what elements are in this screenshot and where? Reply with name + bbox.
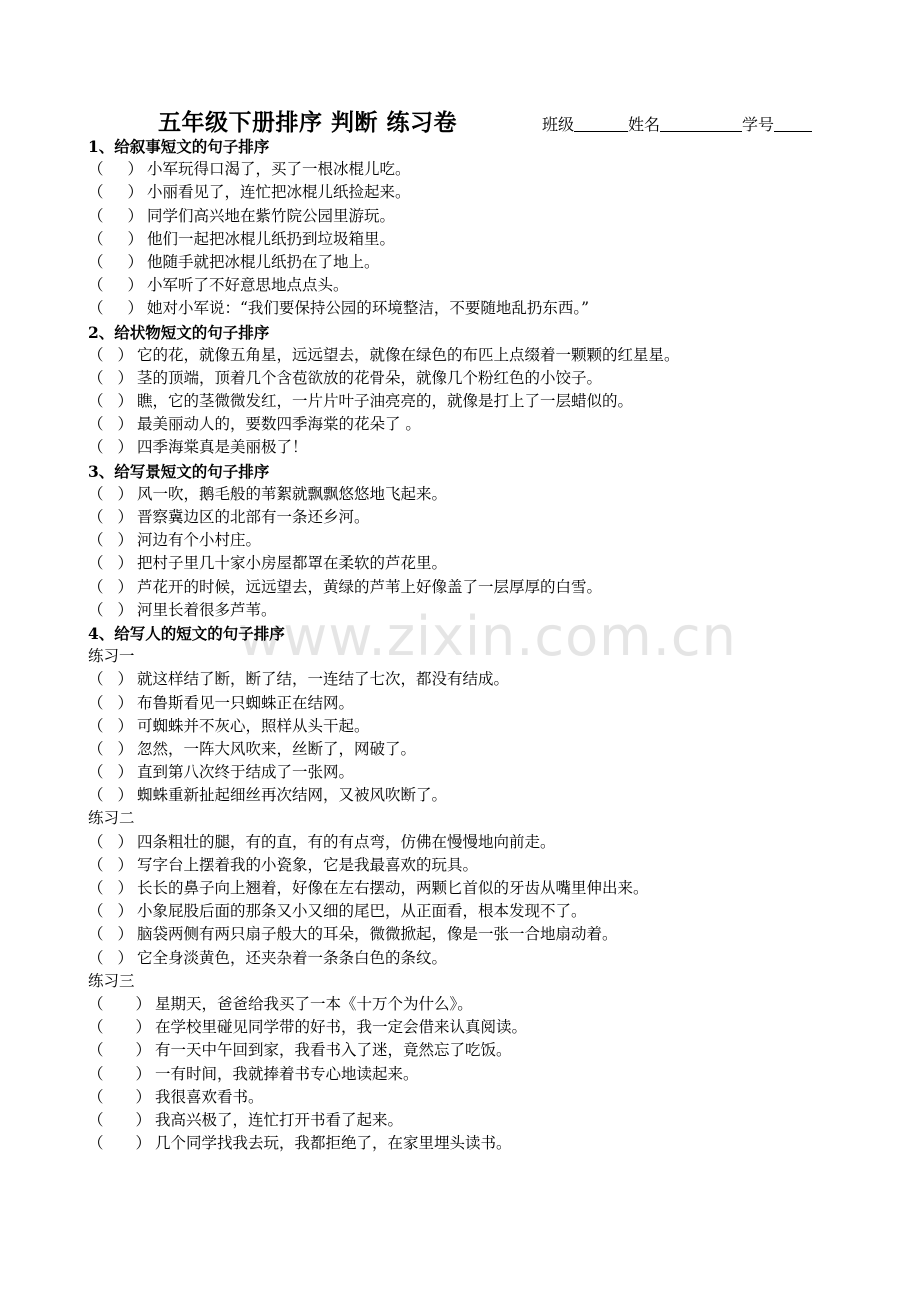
paren-close: ）	[117, 531, 133, 550]
answer-parenthesis	[88, 877, 133, 900]
paren-close: ）	[117, 438, 133, 457]
list-item	[88, 413, 878, 436]
paren-close: ）	[117, 554, 133, 573]
answer-parenthesis	[88, 436, 133, 459]
worksheet-body	[88, 135, 878, 1155]
sentence-text: 可蜘蛛并不灰心，照样从头干起。	[137, 716, 370, 735]
paren-close: ）	[117, 577, 133, 596]
answer-parenthesis	[88, 1132, 151, 1155]
paren-open: （	[88, 392, 104, 411]
paren-close: ）	[117, 484, 133, 503]
section-heading: 2、给状物短文的句子排序	[88, 322, 270, 342]
sentence-text: 最美丽动人的，要数四季海棠的花朵了 。	[137, 415, 421, 434]
paren-open: （	[88, 739, 104, 758]
answer-parenthesis	[88, 576, 133, 599]
paren-close: ）	[135, 1018, 151, 1037]
paren-close: ）	[117, 600, 133, 619]
paren-open: （	[88, 832, 104, 851]
list-item	[88, 877, 878, 900]
answer-parenthesis	[88, 552, 133, 575]
sentence-text: 小军玩得口渴了，买了一根冰棍儿吃。	[147, 160, 411, 179]
answer-parenthesis	[88, 483, 133, 506]
answer-parenthesis	[88, 205, 143, 228]
paren-open: （	[88, 415, 104, 434]
list-item	[88, 668, 878, 691]
paren-open: （	[88, 299, 104, 318]
paren-open: （	[88, 902, 104, 921]
section-heading: 4、给写人的短文的句子排序	[88, 623, 285, 643]
list-item	[88, 599, 878, 622]
paren-open: （	[88, 1087, 104, 1106]
answer-parenthesis	[88, 367, 133, 390]
paren-close: ）	[135, 1110, 151, 1129]
answer-parenthesis	[88, 251, 143, 274]
sentence-text: 他随手就把冰棍儿纸扔在了地上。	[147, 252, 380, 271]
paren-close: ）	[117, 739, 133, 758]
list-item	[88, 831, 878, 854]
answer-parenthesis	[88, 900, 133, 923]
sentence-text: 就这样结了断，断了结，一连结了七次，都没有结成。	[137, 670, 510, 689]
paren-open: （	[88, 508, 104, 526]
list-item	[88, 158, 878, 181]
sentence-text: 我高兴极了，连忙打开书看了起来。	[155, 1110, 404, 1129]
paren-close: ）	[117, 716, 133, 735]
paren-close: ）	[117, 902, 133, 921]
paren-close: ）	[117, 786, 133, 805]
answer-parenthesis	[88, 947, 133, 970]
sentence-text: 把村子里几十家小房屋都罩在柔软的芦花里。	[137, 554, 448, 573]
paren-open: （	[88, 438, 104, 457]
sentence-text: 同学们高兴地在紫竹院公园里游玩。	[147, 206, 396, 225]
practice-label: 练习二	[88, 809, 135, 828]
sentence-text: 他们一起把冰棍儿纸扔到垃圾箱里。	[147, 229, 396, 248]
answer-parenthesis	[88, 1109, 151, 1132]
answer-parenthesis	[88, 599, 133, 622]
answer-parenthesis	[88, 228, 143, 251]
paren-close: ）	[117, 392, 133, 411]
class-label: 班级	[542, 115, 575, 134]
sentence-text: 布鲁斯看见一只蜘蛛正在结网。	[137, 693, 355, 712]
list-item	[88, 923, 878, 946]
paren-open: （	[88, 948, 104, 967]
sentence-text: 她对小军说：“我们要保持公园的环境整洁，不要随地乱扔东西。”	[147, 299, 590, 318]
sentence-text: 我很喜欢看书。	[155, 1087, 264, 1106]
paren-close: ）	[117, 670, 133, 689]
paren-open: （	[88, 1064, 104, 1083]
paren-open: （	[88, 786, 104, 805]
sentence-text: 忽然，一阵大风吹来，丝断了，网破了。	[137, 739, 417, 758]
answer-parenthesis	[88, 344, 133, 367]
paren-open: （	[88, 554, 104, 573]
paren-close: ）	[117, 763, 133, 782]
watermark-text: www.zixin.com.cn	[238, 605, 737, 668]
paren-close: ）	[117, 948, 133, 967]
paren-open: （	[88, 600, 104, 619]
paren-close: ）	[135, 994, 151, 1013]
sentence-text: 直到第八次终于结成了一张网。	[137, 763, 355, 782]
list-item	[88, 1132, 878, 1155]
paren-open: （	[88, 484, 104, 503]
list-item	[88, 274, 878, 297]
sentence-text: 芦花开的时候，远远望去，黄绿的芦苇上好像盖了一层厚厚的白雪。	[137, 577, 603, 596]
section-heading: 1、给叙事短文的句子排序	[88, 137, 270, 156]
list-item	[88, 390, 878, 413]
list-item	[88, 181, 878, 204]
sentence-text: 它全身淡黄色，还夹杂着一条条白色的条纹。	[137, 948, 448, 967]
list-item	[88, 715, 878, 738]
list-item	[88, 251, 878, 274]
paren-open: （	[88, 368, 104, 387]
paren-open: （	[88, 577, 104, 596]
paren-open: （	[88, 879, 104, 897]
paren-open: （	[88, 206, 104, 225]
list-item	[88, 367, 878, 390]
sentence-text: 写字台上摆着我的小瓷象，它是我最喜欢的玩具。	[137, 855, 479, 874]
paren-close: ）	[117, 415, 133, 434]
paren-close: ）	[127, 252, 143, 271]
answer-parenthesis	[88, 158, 143, 181]
list-item	[88, 1109, 878, 1132]
answer-parenthesis	[88, 784, 133, 807]
sentence-text: 小军听了不好意思地点点头。	[147, 276, 349, 295]
answer-parenthesis	[88, 1016, 151, 1039]
paren-close: ）	[117, 345, 133, 364]
sentence-text: 四季海棠真是美丽极了！	[137, 438, 308, 457]
answer-parenthesis	[88, 1063, 151, 1086]
paren-open: （	[88, 693, 104, 712]
class-blank	[574, 115, 628, 132]
answer-parenthesis	[88, 715, 133, 738]
answer-parenthesis	[88, 761, 133, 784]
answer-parenthesis	[88, 854, 133, 877]
sentence-text: 四条粗壮的腿，有的直，有的有点弯，仿佛在慢慢地向前走。	[137, 832, 556, 851]
list-item	[88, 692, 878, 715]
sentence-text: 蜘蛛重新扯起细丝再次结网，又被风吹断了。	[137, 786, 448, 805]
paren-close: ）	[127, 299, 143, 318]
sentence-text: 有一天中午回到家，我看书入了迷，竟然忘了吃饭。	[155, 1041, 512, 1060]
number-label: 学号	[742, 115, 775, 134]
answer-parenthesis	[88, 1086, 151, 1109]
answer-parenthesis	[88, 413, 133, 436]
practice-label: 练习一	[88, 647, 135, 666]
list-item	[88, 854, 878, 877]
paren-open: （	[88, 1041, 104, 1060]
paren-close: ）	[135, 1134, 151, 1153]
list-item	[88, 552, 878, 575]
paren-open: （	[88, 994, 104, 1013]
sentence-text: 星期天，爸爸给我买了一本《十万个为什么》。	[155, 994, 473, 1013]
answer-parenthesis	[88, 692, 133, 715]
paren-open: （	[88, 276, 104, 295]
list-item	[88, 228, 878, 251]
paren-open: （	[88, 925, 104, 944]
practice-label: 练习三	[88, 971, 135, 990]
answer-parenthesis	[88, 506, 133, 529]
worksheet-header	[0, 104, 920, 138]
sentence-text: 长长的鼻子向上翘着，好像在左右摆动，两颗匕首似的牙齿从嘴里伸出来。	[137, 879, 649, 897]
answer-parenthesis	[88, 923, 133, 946]
list-item	[88, 529, 878, 552]
paren-close: ）	[127, 229, 143, 248]
list-item	[88, 993, 878, 1016]
list-item	[88, 483, 878, 506]
answer-parenthesis	[88, 831, 133, 854]
sentence-text: 河里长着很多芦苇。	[137, 600, 277, 619]
sentence-text: 它的花，就像五角星，远远望去，就像在绿色的布匹上点缀着一颗颗的红星星。	[137, 345, 680, 364]
list-item	[88, 1063, 878, 1086]
page-title: 五年级下册排序 判断 练习卷	[158, 109, 458, 136]
paren-close: ）	[117, 925, 133, 944]
section-heading: 3、给写景短文的句子排序	[88, 461, 270, 481]
paren-close: ）	[117, 368, 133, 387]
answer-parenthesis	[88, 390, 133, 413]
paren-open: （	[88, 1018, 104, 1037]
paren-close: ）	[117, 879, 133, 897]
paren-open: （	[88, 716, 104, 735]
paren-open: （	[88, 252, 104, 271]
list-item	[88, 205, 878, 228]
paren-close: ）	[135, 1064, 151, 1083]
paren-close: ）	[135, 1041, 151, 1060]
paren-close: ）	[117, 855, 133, 874]
list-item	[88, 344, 878, 367]
paren-close: ）	[127, 160, 143, 179]
list-item	[88, 900, 878, 923]
answer-parenthesis	[88, 529, 133, 552]
paren-open: （	[88, 345, 104, 364]
list-item	[88, 506, 878, 529]
list-item	[88, 738, 878, 761]
answer-parenthesis	[88, 297, 143, 320]
paren-close: ）	[117, 693, 133, 712]
list-item	[88, 297, 878, 320]
answer-parenthesis	[88, 1039, 151, 1062]
paren-close: ）	[127, 276, 143, 295]
sentence-text: 一有时间，我就捧着书专心地读起来。	[155, 1064, 419, 1083]
sentence-text: 瞧，它的茎微微发红，一片片叶子油亮亮的，就像是打上了一层蜡似的。	[137, 392, 634, 411]
paren-close: ）	[117, 832, 133, 851]
list-item	[88, 761, 878, 784]
sentence-text: 脑袋两侧有两只扇子般大的耳朵，微微掀起，像是一张一合地扇动着。	[137, 925, 618, 944]
list-item	[88, 947, 878, 970]
paren-open: （	[88, 763, 104, 782]
paren-close: ）	[127, 183, 143, 202]
sentence-text: 风一吹，鹅毛般的苇絮就飘飘悠悠地飞起来。	[137, 484, 448, 503]
list-item	[88, 576, 878, 599]
answer-parenthesis	[88, 274, 143, 297]
sentence-text: 河边有个小村庄。	[137, 531, 262, 550]
paren-close: ）	[135, 1087, 151, 1106]
paren-close: ）	[117, 508, 133, 526]
answer-parenthesis	[88, 738, 133, 761]
number-blank	[774, 115, 812, 132]
sentence-text: 茎的顶端，顶着几个含苞欲放的花骨朵，就像几个粉红色的小饺子。	[137, 368, 603, 387]
sentence-text: 在学校里碰见同学带的好书，我一定会借来认真阅读。	[155, 1018, 528, 1037]
sentence-text: 几个同学找我去玩，我都拒绝了，在家里埋头读书。	[155, 1134, 512, 1153]
sentence-text: 小丽看见了，连忙把冰棍儿纸捡起来。	[147, 183, 411, 202]
paren-open: （	[88, 670, 104, 689]
name-blank	[660, 115, 742, 132]
paren-open: （	[88, 183, 104, 202]
list-item	[88, 1086, 878, 1109]
sentence-text: 晋察冀边区的北部有一条还乡河。	[137, 508, 370, 526]
paren-open: （	[88, 229, 104, 248]
paren-open: （	[88, 855, 104, 874]
list-item	[88, 1039, 878, 1062]
answer-parenthesis	[88, 993, 151, 1016]
list-item	[88, 1016, 878, 1039]
name-label: 姓名	[628, 115, 661, 134]
answer-parenthesis	[88, 668, 133, 691]
paren-close: ）	[127, 206, 143, 225]
answer-parenthesis	[88, 181, 143, 204]
paren-open: （	[88, 1110, 104, 1129]
list-item	[88, 784, 878, 807]
sentence-text: 小象屁股后面的那条又小又细的尾巴，从正面看，根本发现不了。	[137, 902, 587, 921]
paren-open: （	[88, 160, 104, 179]
student-info	[542, 112, 812, 135]
paren-open: （	[88, 531, 104, 550]
paren-open: （	[88, 1134, 104, 1153]
list-item	[88, 436, 878, 459]
